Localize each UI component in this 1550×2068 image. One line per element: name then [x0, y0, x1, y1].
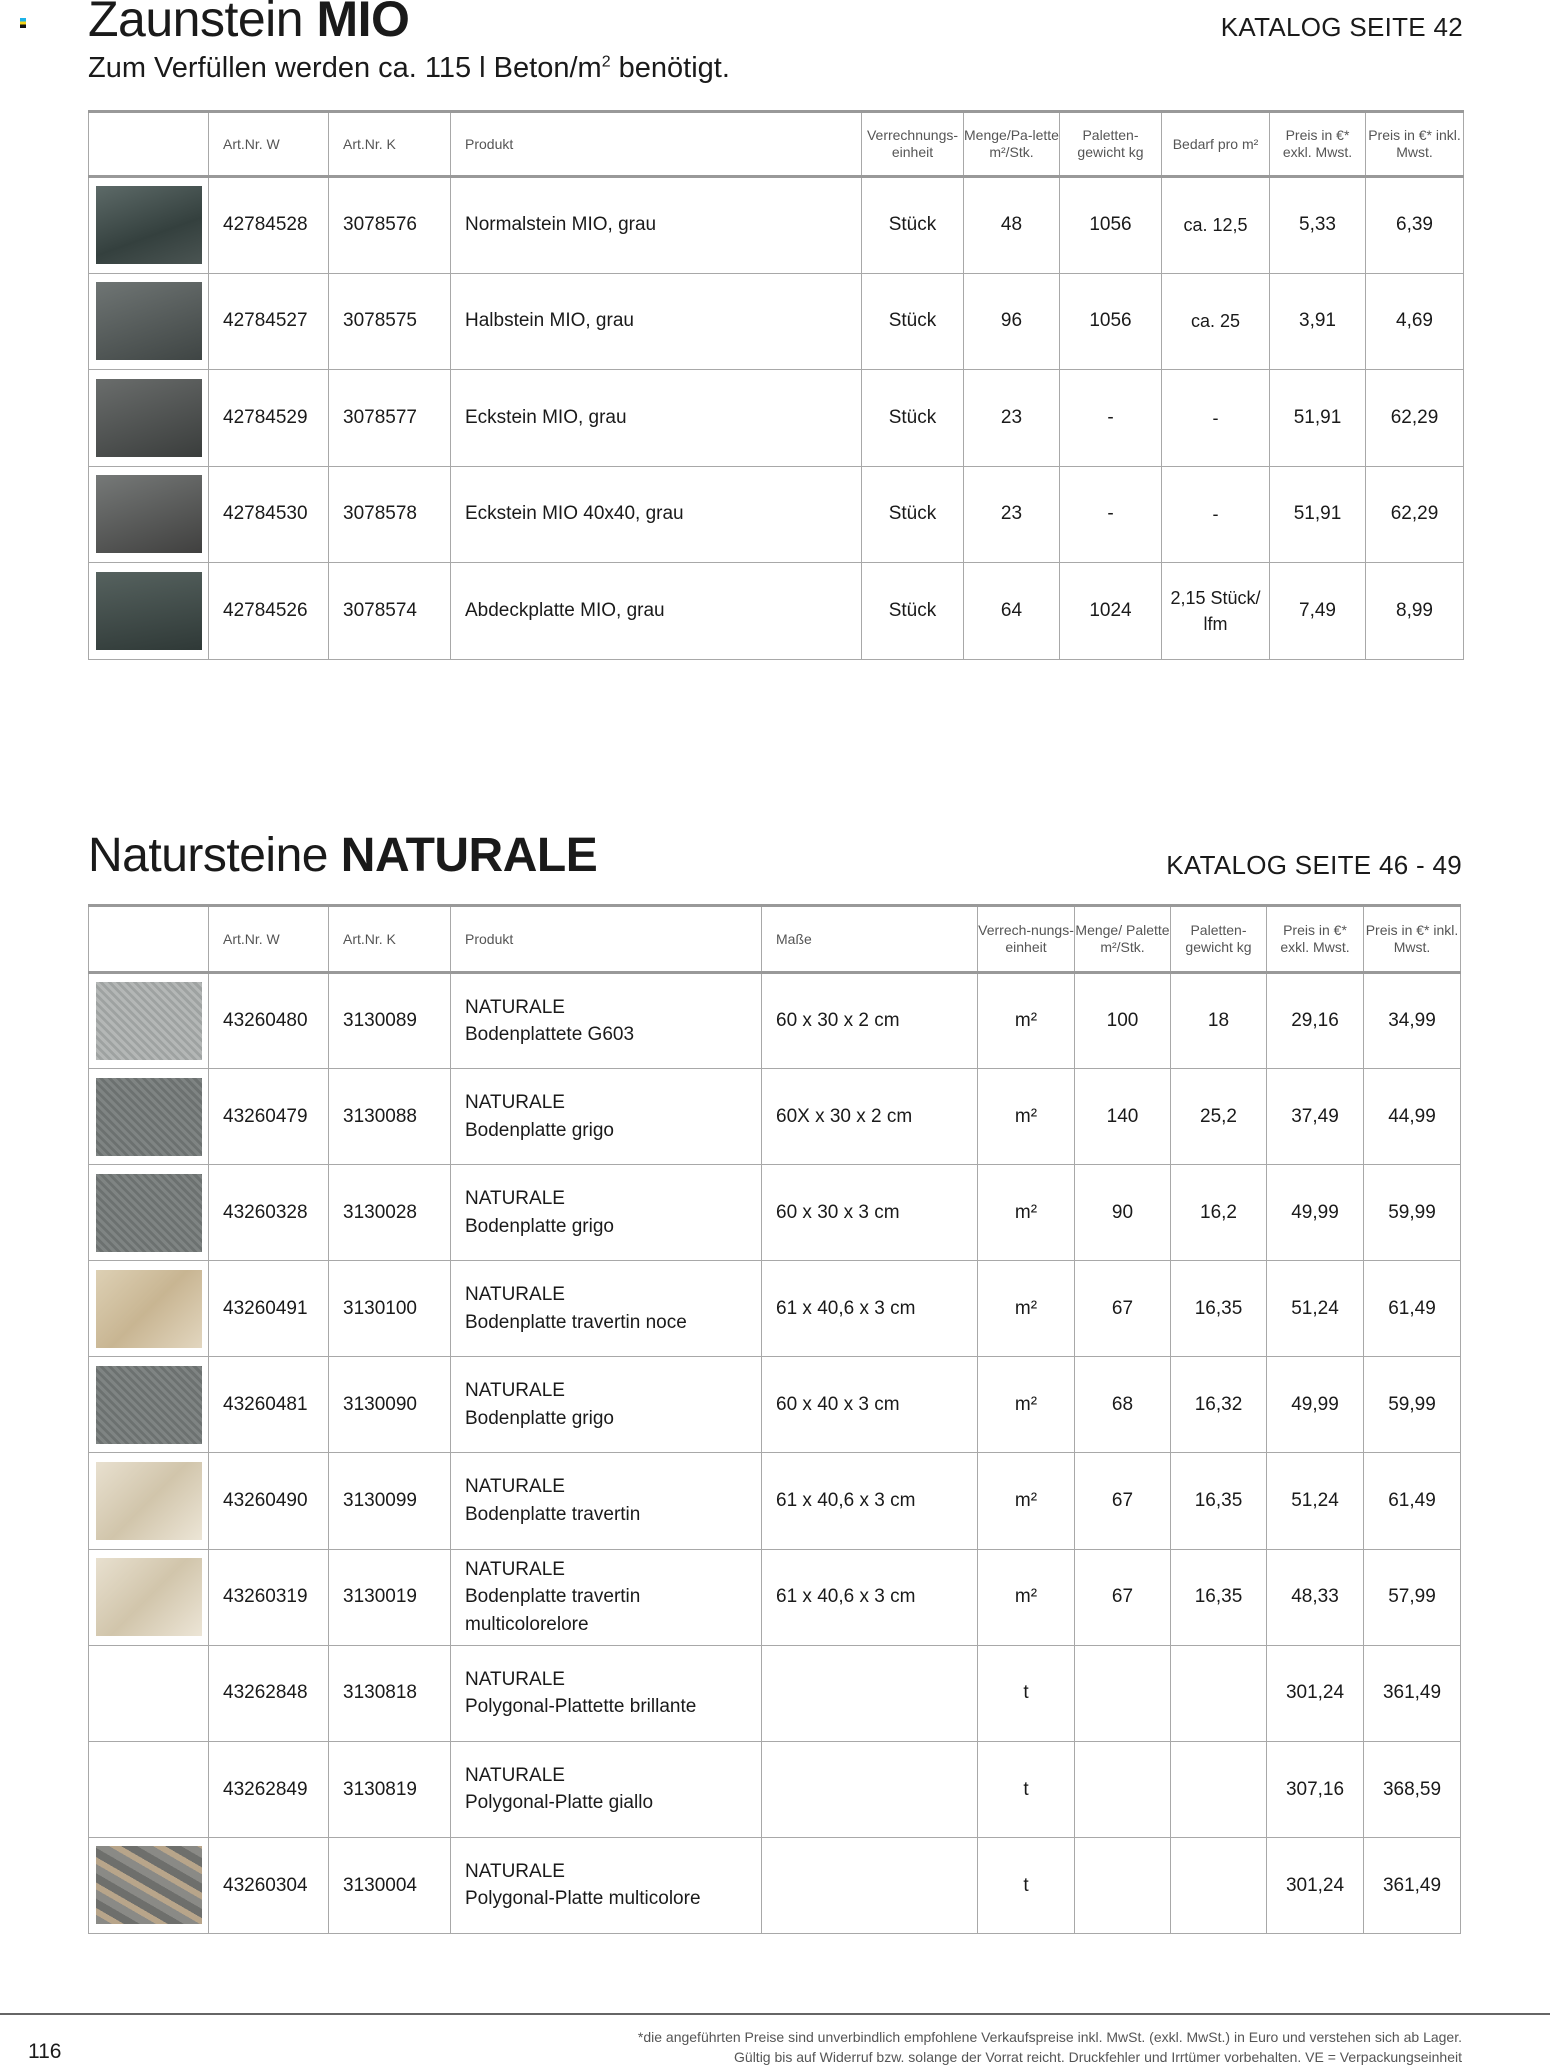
price-excl-vat: 49,99: [1267, 1357, 1364, 1453]
art-nr-k: 3130099: [329, 1453, 451, 1549]
art-nr-w: 43260479: [209, 1069, 329, 1165]
section1-katalog-page: KATALOG SEITE 42: [1220, 12, 1463, 42]
price-excl-vat: 51,91: [1270, 466, 1366, 563]
art-nr-k: 3130090: [329, 1357, 451, 1453]
requirement-per-m2: -: [1162, 370, 1270, 467]
product-image: [96, 982, 202, 1060]
footer-divider: [0, 2013, 1550, 2015]
table-row: [89, 1165, 1461, 1261]
product-image-cell: [89, 973, 209, 1069]
table-row: [89, 563, 1464, 660]
quantity-per-pallet: 23: [964, 370, 1060, 467]
footnote-line-2: Gültig bis auf Widerruf bzw. solange der Vorrat reicht. Druckfehler und Irrtümer vorbehalten. VE = Verpackungseinheit: [734, 2049, 1462, 2065]
unit: m²: [978, 1357, 1075, 1453]
column-header: Preis in €* inkl. Mwst.: [1364, 906, 1461, 973]
price-excl-vat: 51,24: [1267, 1453, 1364, 1549]
price-incl-vat: 61,49: [1364, 1261, 1461, 1357]
table-row: [89, 1069, 1461, 1165]
table-row: [89, 1837, 1461, 1933]
table-row: [89, 973, 1461, 1069]
section2-title: Natursteine NATURALE: [88, 829, 598, 882]
price-excl-vat: 48,33: [1267, 1549, 1364, 1645]
mio-product-table: [88, 110, 1464, 660]
product-image-cell: [89, 1069, 209, 1165]
section1-title: Zaunstein MIO: [88, 0, 410, 47]
product-brand: NATURALE: [465, 1188, 565, 1210]
dimensions: 61 x 40,6 x 3 cm: [762, 1261, 978, 1357]
price-excl-vat: 51,91: [1270, 370, 1366, 467]
pallet-weight: 16,32: [1171, 1357, 1267, 1453]
product-name: Abdeckplatte MIO, grau: [451, 563, 862, 660]
price-excl-vat: 3,91: [1270, 273, 1366, 370]
requirement-per-m2: ca. 12,5: [1162, 177, 1270, 274]
column-header: Paletten-gewicht kg: [1060, 112, 1162, 177]
product-image: [96, 1174, 202, 1252]
price-excl-vat: 29,16: [1267, 973, 1364, 1069]
unit: Stück: [862, 563, 964, 660]
quantity-per-pallet: 67: [1075, 1549, 1171, 1645]
unit: t: [978, 1741, 1075, 1837]
section1-subtitle: Zum Verfüllen werden ca. 115 l Beton/$m^2$ benötigt.: [88, 52, 730, 84]
quantity-per-pallet: 64: [964, 563, 1060, 660]
product-image: [96, 1366, 202, 1444]
unit: t: [978, 1837, 1075, 1933]
art-nr-k: 3078577: [329, 370, 451, 467]
art-nr-w: 43262849: [209, 1741, 329, 1837]
unit: m²: [978, 1261, 1075, 1357]
product-description: Bodenplatte grigo: [465, 1215, 614, 1237]
quantity-per-pallet: 23: [964, 466, 1060, 563]
naturale-product-table: [88, 904, 1461, 1934]
product-name: [451, 973, 762, 1069]
product-image-cell: [89, 1741, 209, 1837]
price-excl-vat: 301,24: [1267, 1837, 1364, 1933]
art-nr-w: 43260319: [209, 1549, 329, 1645]
product-name: Halbstein MIO, grau: [451, 273, 862, 370]
pallet-weight: 16,35: [1171, 1453, 1267, 1549]
product-name: [451, 1741, 762, 1837]
quantity-per-pallet: 67: [1075, 1261, 1171, 1357]
product-description: Bodenplatte travertin noce: [465, 1311, 687, 1333]
column-header: Art.Nr. W: [209, 906, 329, 973]
footnote-line-1: *die angeführten Preise sind unverbindlich empfohlene Verkaufspreise inkl. MwSt. (exkl. MwSt.) in Euro und verstehen sich ab Lager.: [637, 2029, 1462, 2045]
product-description: Bodenplatte grigo: [465, 1407, 614, 1429]
art-nr-k: 3078576: [329, 177, 451, 274]
product-image: [96, 379, 202, 457]
unit: m²: [978, 1165, 1075, 1261]
color-registration-mark: [20, 18, 26, 28]
unit: m²: [978, 1069, 1075, 1165]
product-image-cell: [89, 466, 209, 563]
price-excl-vat: 7,49: [1270, 563, 1366, 660]
unit: Stück: [862, 177, 964, 274]
pallet-weight: -: [1060, 466, 1162, 563]
dimensions: [762, 1645, 978, 1741]
product-brand: NATURALE: [465, 1380, 565, 1402]
dimensions: 60 x 30 x 3 cm: [762, 1165, 978, 1261]
unit: Stück: [862, 273, 964, 370]
pallet-weight: 1056: [1060, 177, 1162, 274]
column-header: Preis in €* exkl. Mwst.: [1267, 906, 1364, 973]
product-image-cell: [89, 273, 209, 370]
product-description: Bodenplatte travertin: [465, 1504, 641, 1526]
price-incl-vat: 8,99: [1366, 563, 1464, 660]
product-name: Normalstein MIO, grau: [451, 177, 862, 274]
quantity-per-pallet: 48: [964, 177, 1060, 274]
art-nr-w: 43260328: [209, 1165, 329, 1261]
requirement-per-m2: 2,15 Stück/ lfm: [1162, 563, 1270, 660]
column-header: Art.Nr. K: [329, 906, 451, 973]
unit: m²: [978, 1453, 1075, 1549]
column-header: Produkt: [451, 906, 762, 973]
product-description: Bodenplatte travertin multicolorelore: [465, 1586, 641, 1635]
product-image-cell: [89, 1549, 209, 1645]
column-header: Art.Nr. K: [329, 112, 451, 177]
unit: Stück: [862, 466, 964, 563]
product-description: Polygonal-Platte giallo: [465, 1792, 654, 1814]
price-incl-vat: 59,99: [1364, 1357, 1461, 1453]
product-image-cell: [89, 1645, 209, 1741]
price-incl-vat: 368,59: [1364, 1741, 1461, 1837]
table-row: [89, 177, 1464, 274]
product-description: Bodenplatte grigo: [465, 1119, 614, 1141]
column-header: Verrechnungs-einheit: [862, 112, 964, 177]
art-nr-w: 42784526: [209, 563, 329, 660]
pallet-weight: 1024: [1060, 563, 1162, 660]
requirement-per-m2: ca. 25: [1162, 273, 1270, 370]
art-nr-k: 3130019: [329, 1549, 451, 1645]
price-incl-vat: 361,49: [1364, 1837, 1461, 1933]
requirement-per-m2: -: [1162, 466, 1270, 563]
product-image-cell: [89, 1453, 209, 1549]
quantity-per-pallet: 68: [1075, 1357, 1171, 1453]
price-incl-vat: 4,69: [1366, 273, 1464, 370]
product-name: Eckstein MIO 40x40, grau: [451, 466, 862, 563]
product-brand: NATURALE: [465, 1476, 565, 1498]
column-header: Maße: [762, 906, 978, 973]
product-name: [451, 1453, 762, 1549]
quantity-per-pallet: 67: [1075, 1453, 1171, 1549]
product-image-cell: [89, 1165, 209, 1261]
dimensions: [762, 1741, 978, 1837]
price-incl-vat: 61,49: [1364, 1453, 1461, 1549]
table-row: [89, 1645, 1461, 1741]
product-brand: NATURALE: [465, 1764, 565, 1786]
price-incl-vat: 6,39: [1366, 177, 1464, 274]
product-image: [96, 282, 202, 360]
price-excl-vat: 49,99: [1267, 1165, 1364, 1261]
table-row: [89, 1357, 1461, 1453]
price-incl-vat: 62,29: [1366, 466, 1464, 563]
dimensions: [762, 1837, 978, 1933]
product-image-cell: [89, 1357, 209, 1453]
quantity-per-pallet: [1075, 1741, 1171, 1837]
unit: m²: [978, 1549, 1075, 1645]
product-name: [451, 1645, 762, 1741]
price-incl-vat: 59,99: [1364, 1165, 1461, 1261]
product-name: Eckstein MIO, grau: [451, 370, 862, 467]
table-row: [89, 370, 1464, 467]
dimensions: 60 x 40 x 3 cm: [762, 1357, 978, 1453]
product-brand: NATURALE: [465, 1860, 565, 1882]
pallet-weight: 16,35: [1171, 1549, 1267, 1645]
column-header: [89, 112, 209, 177]
price-incl-vat: 34,99: [1364, 973, 1461, 1069]
table-row: [89, 273, 1464, 370]
pallet-weight: [1171, 1837, 1267, 1933]
art-nr-w: 43260304: [209, 1837, 329, 1933]
product-image: [96, 186, 202, 264]
art-nr-w: 42784527: [209, 273, 329, 370]
product-name: [451, 1069, 762, 1165]
product-image: [96, 1558, 202, 1636]
table-row: [89, 1549, 1461, 1645]
art-nr-w: 43260491: [209, 1261, 329, 1357]
art-nr-k: 3130028: [329, 1165, 451, 1261]
product-image: [96, 572, 202, 650]
price-excl-vat: 301,24: [1267, 1645, 1364, 1741]
price-incl-vat: 361,49: [1364, 1645, 1461, 1741]
art-nr-k: 3078578: [329, 466, 451, 563]
quantity-per-pallet: [1075, 1645, 1171, 1741]
product-image-cell: [89, 370, 209, 467]
table-row: [89, 1453, 1461, 1549]
pallet-weight: [1171, 1741, 1267, 1837]
art-nr-k: 3078574: [329, 563, 451, 660]
pallet-weight: 25,2: [1171, 1069, 1267, 1165]
column-header: Preis in €* exkl. Mwst.: [1270, 112, 1366, 177]
art-nr-w: 43260481: [209, 1357, 329, 1453]
art-nr-k: 3130818: [329, 1645, 451, 1741]
product-image-cell: [89, 563, 209, 660]
art-nr-w: 42784528: [209, 177, 329, 274]
price-excl-vat: 51,24: [1267, 1261, 1364, 1357]
price-excl-vat: 307,16: [1267, 1741, 1364, 1837]
quantity-per-pallet: 140: [1075, 1069, 1171, 1165]
art-nr-k: 3130088: [329, 1069, 451, 1165]
quantity-per-pallet: 90: [1075, 1165, 1171, 1261]
dimensions: 60 x 30 x 2 cm: [762, 973, 978, 1069]
product-image-cell: [89, 177, 209, 274]
price-incl-vat: 44,99: [1364, 1069, 1461, 1165]
column-header: Bedarf pro m²: [1162, 112, 1270, 177]
column-header: Preis in €* inkl. Mwst.: [1366, 112, 1464, 177]
product-brand: NATURALE: [465, 1668, 565, 1690]
pallet-weight: 1056: [1060, 273, 1162, 370]
art-nr-k: 3130100: [329, 1261, 451, 1357]
pallet-weight: 16,35: [1171, 1261, 1267, 1357]
column-header: Verrech-nungs-einheit: [978, 906, 1075, 973]
price-excl-vat: 37,49: [1267, 1069, 1364, 1165]
art-nr-w: 43262848: [209, 1645, 329, 1741]
price-incl-vat: 62,29: [1366, 370, 1464, 467]
art-nr-w: 43260490: [209, 1453, 329, 1549]
product-image: [96, 1846, 202, 1924]
dimensions: 60X x 30 x 2 cm: [762, 1069, 978, 1165]
quantity-per-pallet: 96: [964, 273, 1060, 370]
product-brand: NATURALE: [465, 1284, 565, 1306]
price-incl-vat: 57,99: [1364, 1549, 1461, 1645]
unit: Stück: [862, 370, 964, 467]
art-nr-w: 43260480: [209, 973, 329, 1069]
art-nr-k: 3130089: [329, 973, 451, 1069]
quantity-per-pallet: 100: [1075, 973, 1171, 1069]
product-brand: NATURALE: [465, 1558, 565, 1580]
column-header: Paletten-gewicht kg: [1171, 906, 1267, 973]
product-brand: NATURALE: [465, 1092, 565, 1114]
product-image: [96, 1270, 202, 1348]
unit: t: [978, 1645, 1075, 1741]
column-header: [89, 906, 209, 973]
product-brand: NATURALE: [465, 996, 565, 1018]
art-nr-k: 3130819: [329, 1741, 451, 1837]
product-name: [451, 1357, 762, 1453]
quantity-per-pallet: [1075, 1837, 1171, 1933]
product-name: [451, 1837, 762, 1933]
art-nr-w: 42784529: [209, 370, 329, 467]
price-excl-vat: 5,33: [1270, 177, 1366, 274]
pallet-weight: -: [1060, 370, 1162, 467]
product-name: [451, 1165, 762, 1261]
product-image-cell: [89, 1261, 209, 1357]
dimensions: 61 x 40,6 x 3 cm: [762, 1453, 978, 1549]
product-image: [96, 1462, 202, 1540]
product-name: [451, 1261, 762, 1357]
product-image: [96, 475, 202, 553]
product-image: [96, 1078, 202, 1156]
pallet-weight: 18: [1171, 973, 1267, 1069]
page-number: 116: [28, 2040, 62, 2063]
product-image-cell: [89, 1837, 209, 1933]
unit: m²: [978, 973, 1075, 1069]
art-nr-k: 3130004: [329, 1837, 451, 1933]
table-row: [89, 1261, 1461, 1357]
table-row: [89, 466, 1464, 563]
pallet-weight: 16,2: [1171, 1165, 1267, 1261]
column-header: Menge/ Palette m²/Stk.: [1075, 906, 1171, 973]
column-header: Menge/Pa-lette m²/Stk.: [964, 112, 1060, 177]
column-header: Produkt: [451, 112, 862, 177]
product-description: Bodenplattete G603: [465, 1024, 635, 1046]
art-nr-w: 42784530: [209, 466, 329, 563]
product-description: Polygonal-Platte multicolore: [465, 1888, 701, 1910]
pallet-weight: [1171, 1645, 1267, 1741]
dimensions: 61 x 40,6 x 3 cm: [762, 1549, 978, 1645]
table-row: [89, 1741, 1461, 1837]
section2-katalog-page: KATALOG SEITE 46 - 49: [1166, 850, 1462, 880]
product-name: [451, 1549, 762, 1645]
art-nr-k: 3078575: [329, 273, 451, 370]
product-description: Polygonal-Plattette brillante: [465, 1696, 697, 1718]
column-header: Art.Nr. W: [209, 112, 329, 177]
